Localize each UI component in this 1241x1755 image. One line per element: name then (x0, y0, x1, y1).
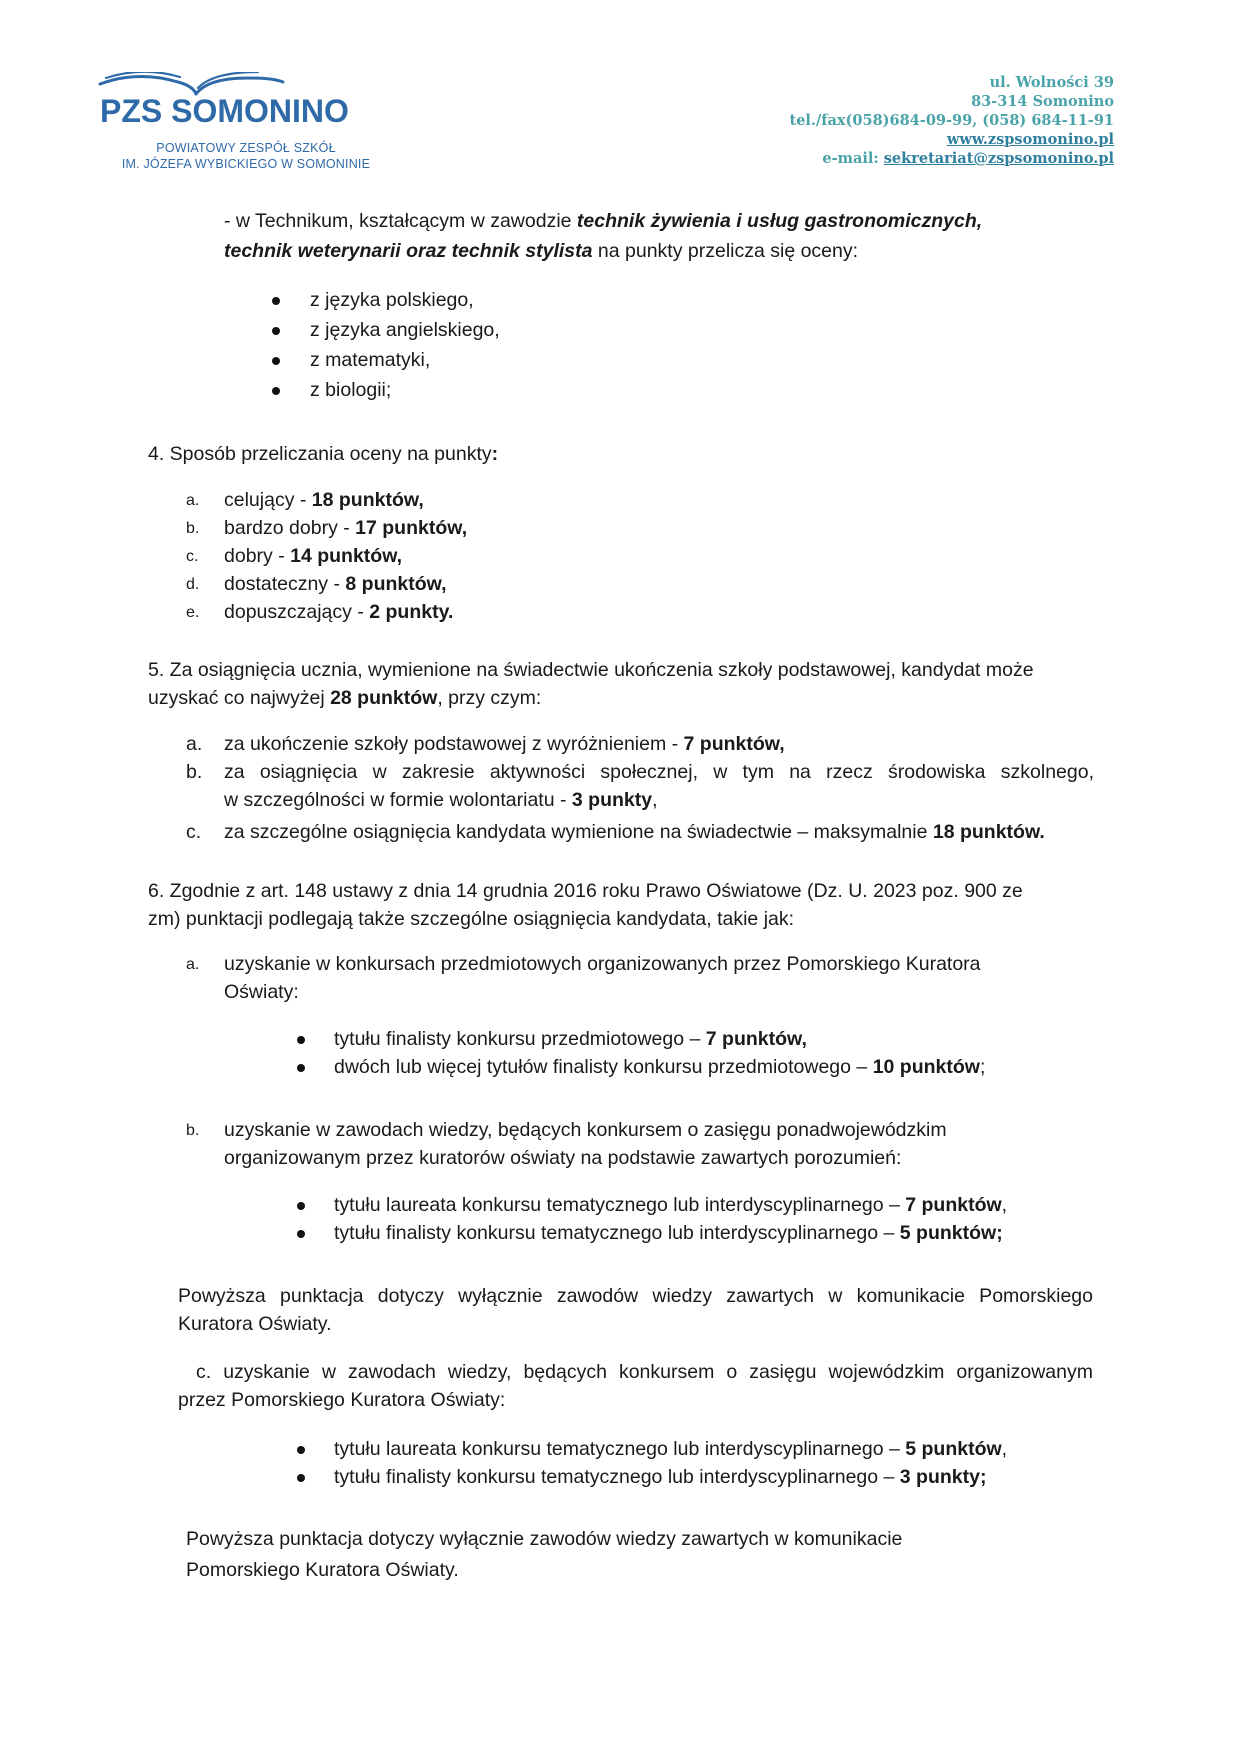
bullet-icon (297, 1446, 305, 1454)
logo-title: PZS SOMONINO (100, 93, 349, 129)
note-2-line-1: Powyższa punktacja dotyczy wyłącznie zawodów wiedzy zawartych w komunikacie (186, 1528, 903, 1550)
points-item: dwóch lub więcej tytułów finalisty konkursu przedmiotowego – 10 punktów; (334, 1056, 986, 1078)
section-6-b-line-2: organizowanym przez kuratorów oświaty na podstawie zawartych porozumień: (224, 1147, 902, 1169)
bullet-icon (297, 1230, 305, 1238)
school-logo (98, 72, 388, 132)
section-6-line-1: 6. Zgodnie z art. 148 ustawy z dnia 14 grudnia 2016 roku Prawo Oświatowe (Dz. U. 2023 poz. 900 ze (148, 880, 1023, 902)
list-label: a. (186, 733, 203, 755)
subject-item: z języka polskiego, (310, 289, 474, 311)
section-6-a-line-2: Oświaty: (224, 981, 299, 1003)
section-6-a-line-1: uzyskanie w konkursach przedmiotowych organizowanych przez Pomorskiego Kuratora (224, 953, 981, 975)
intro-line-1: - w Technikum, kształcącym w zawodzie technik żywienia i usług gastronomicznych, (224, 210, 983, 232)
website-link[interactable]: www.zspsomonino.pl (946, 131, 1114, 148)
subject-item: z matematyki, (310, 349, 431, 371)
bullet-icon (272, 387, 280, 395)
grade-item: dobry - 14 punktów, (224, 545, 403, 567)
list-label: b. (186, 520, 200, 537)
bullet-icon (297, 1064, 305, 1072)
points-item: tytułu finalisty konkursu tematycznego lub interdyscyplinarnego – 3 punkty; (334, 1466, 987, 1488)
list-label: b. (186, 1122, 200, 1139)
grade-item: dostateczny - 8 punktów, (224, 573, 447, 595)
bullet-icon (272, 357, 280, 365)
email-link[interactable]: sekretariat@zspsomonino.pl (883, 150, 1114, 167)
bullet-icon (272, 327, 280, 335)
address-street: ul. Wolności 39 (989, 74, 1114, 91)
address-city: 83-314 Somonino (971, 93, 1114, 110)
section-4-title: 4. Sposób przeliczania oceny na punkty: (148, 443, 499, 465)
section-5-line-2: uzyskać co najwyżej 28 punktów, przy czym: (148, 687, 542, 709)
list-label: e. (186, 604, 200, 621)
book-wings-icon (100, 72, 283, 94)
bullet-icon (297, 1474, 305, 1482)
grade-item: dopuszczający - 2 punkty. (224, 601, 454, 623)
list-label: a. (186, 492, 200, 509)
grade-item: celujący - 18 punktów, (224, 489, 424, 511)
intro-line-2: technik weterynarii oraz technik stylista na punkty przelicza się oceny: (224, 240, 859, 262)
logo-subtitle-1: POWIATOWY ZESPÓŁ SZKÓŁ (156, 141, 336, 155)
list-label: b. (186, 761, 203, 783)
bullet-icon (272, 297, 280, 305)
note-2-line-2: Pomorskiego Kuratora Oświaty. (186, 1559, 459, 1581)
section-6-c-line-1: c. uzyskanie w zawodach wiedzy, będących konkursem o zasięgu wojewódzkim organizowanym (196, 1361, 1093, 1383)
list-label: c. (186, 821, 202, 843)
subject-item: z języka angielskiego, (310, 319, 500, 341)
points-item: tytułu finalisty konkursu tematycznego lub interdyscyplinarnego – 5 punktów; (334, 1222, 1003, 1244)
note-1-line-2: Kuratora Oświaty. (178, 1313, 332, 1335)
subject-item: z biologii; (310, 379, 392, 401)
phone-fax: tel./fax(058)684-09-99, (058) 684-11-91 (789, 112, 1114, 129)
bullet-icon (297, 1202, 305, 1210)
section-5-line-1: 5. Za osiągnięcia ucznia, wymienione na świadectwie ukończenia szkoły podstawowej, kandydat może (148, 659, 1034, 681)
section-6-line-2: zm) punktacji podlegają także szczególne osiągnięcia kandydata, takie jak: (148, 908, 795, 930)
grade-item: bardzo dobry - 17 punktów, (224, 517, 468, 539)
list-label: d. (186, 576, 200, 593)
achievement-item-b-line-1: za osiągnięcia w zakresie aktywności społecznej, w tym na rzecz środowiska szkolnego, (224, 761, 1094, 783)
points-item: tytułu laureata konkursu tematycznego lub interdyscyplinarnego – 5 punktów, (334, 1438, 1008, 1460)
logo-subtitle-2: IM. JÓZEFA WYBICKIEGO W SOMONINIE (121, 157, 371, 171)
achievement-item-a: za ukończenie szkoły podstawowej z wyróżnieniem - 7 punktów, (224, 733, 785, 755)
email-line: e-mail: sekretariat@zspsomonino.pl (822, 150, 1114, 167)
bullet-icon (297, 1036, 305, 1044)
list-label: c. (186, 548, 199, 565)
section-6-c-line-2: przez Pomorskiego Kuratora Oświaty: (178, 1389, 506, 1411)
points-item: tytułu finalisty konkursu przedmiotowego – 7 punktów, (334, 1028, 807, 1050)
points-item: tytułu laureata konkursu tematycznego lub interdyscyplinarnego – 7 punktów, (334, 1194, 1008, 1216)
section-6-b-line-1: uzyskanie w zawodach wiedzy, będących konkursem o zasięgu ponadwojewódzkim (224, 1119, 947, 1141)
achievement-item-c: za szczególne osiągnięcia kandydata wymienione na świadectwie – maksymalnie 18 punktów. (224, 821, 1045, 843)
list-label: a. (186, 956, 200, 973)
note-1-line-1: Powyższa punktacja dotyczy wyłącznie zawodów wiedzy zawartych w komunikacie Pomorskiego (178, 1285, 1093, 1307)
achievement-item-b-line-2: w szczególności w formie wolontariatu - 3 punkty, (224, 789, 658, 811)
